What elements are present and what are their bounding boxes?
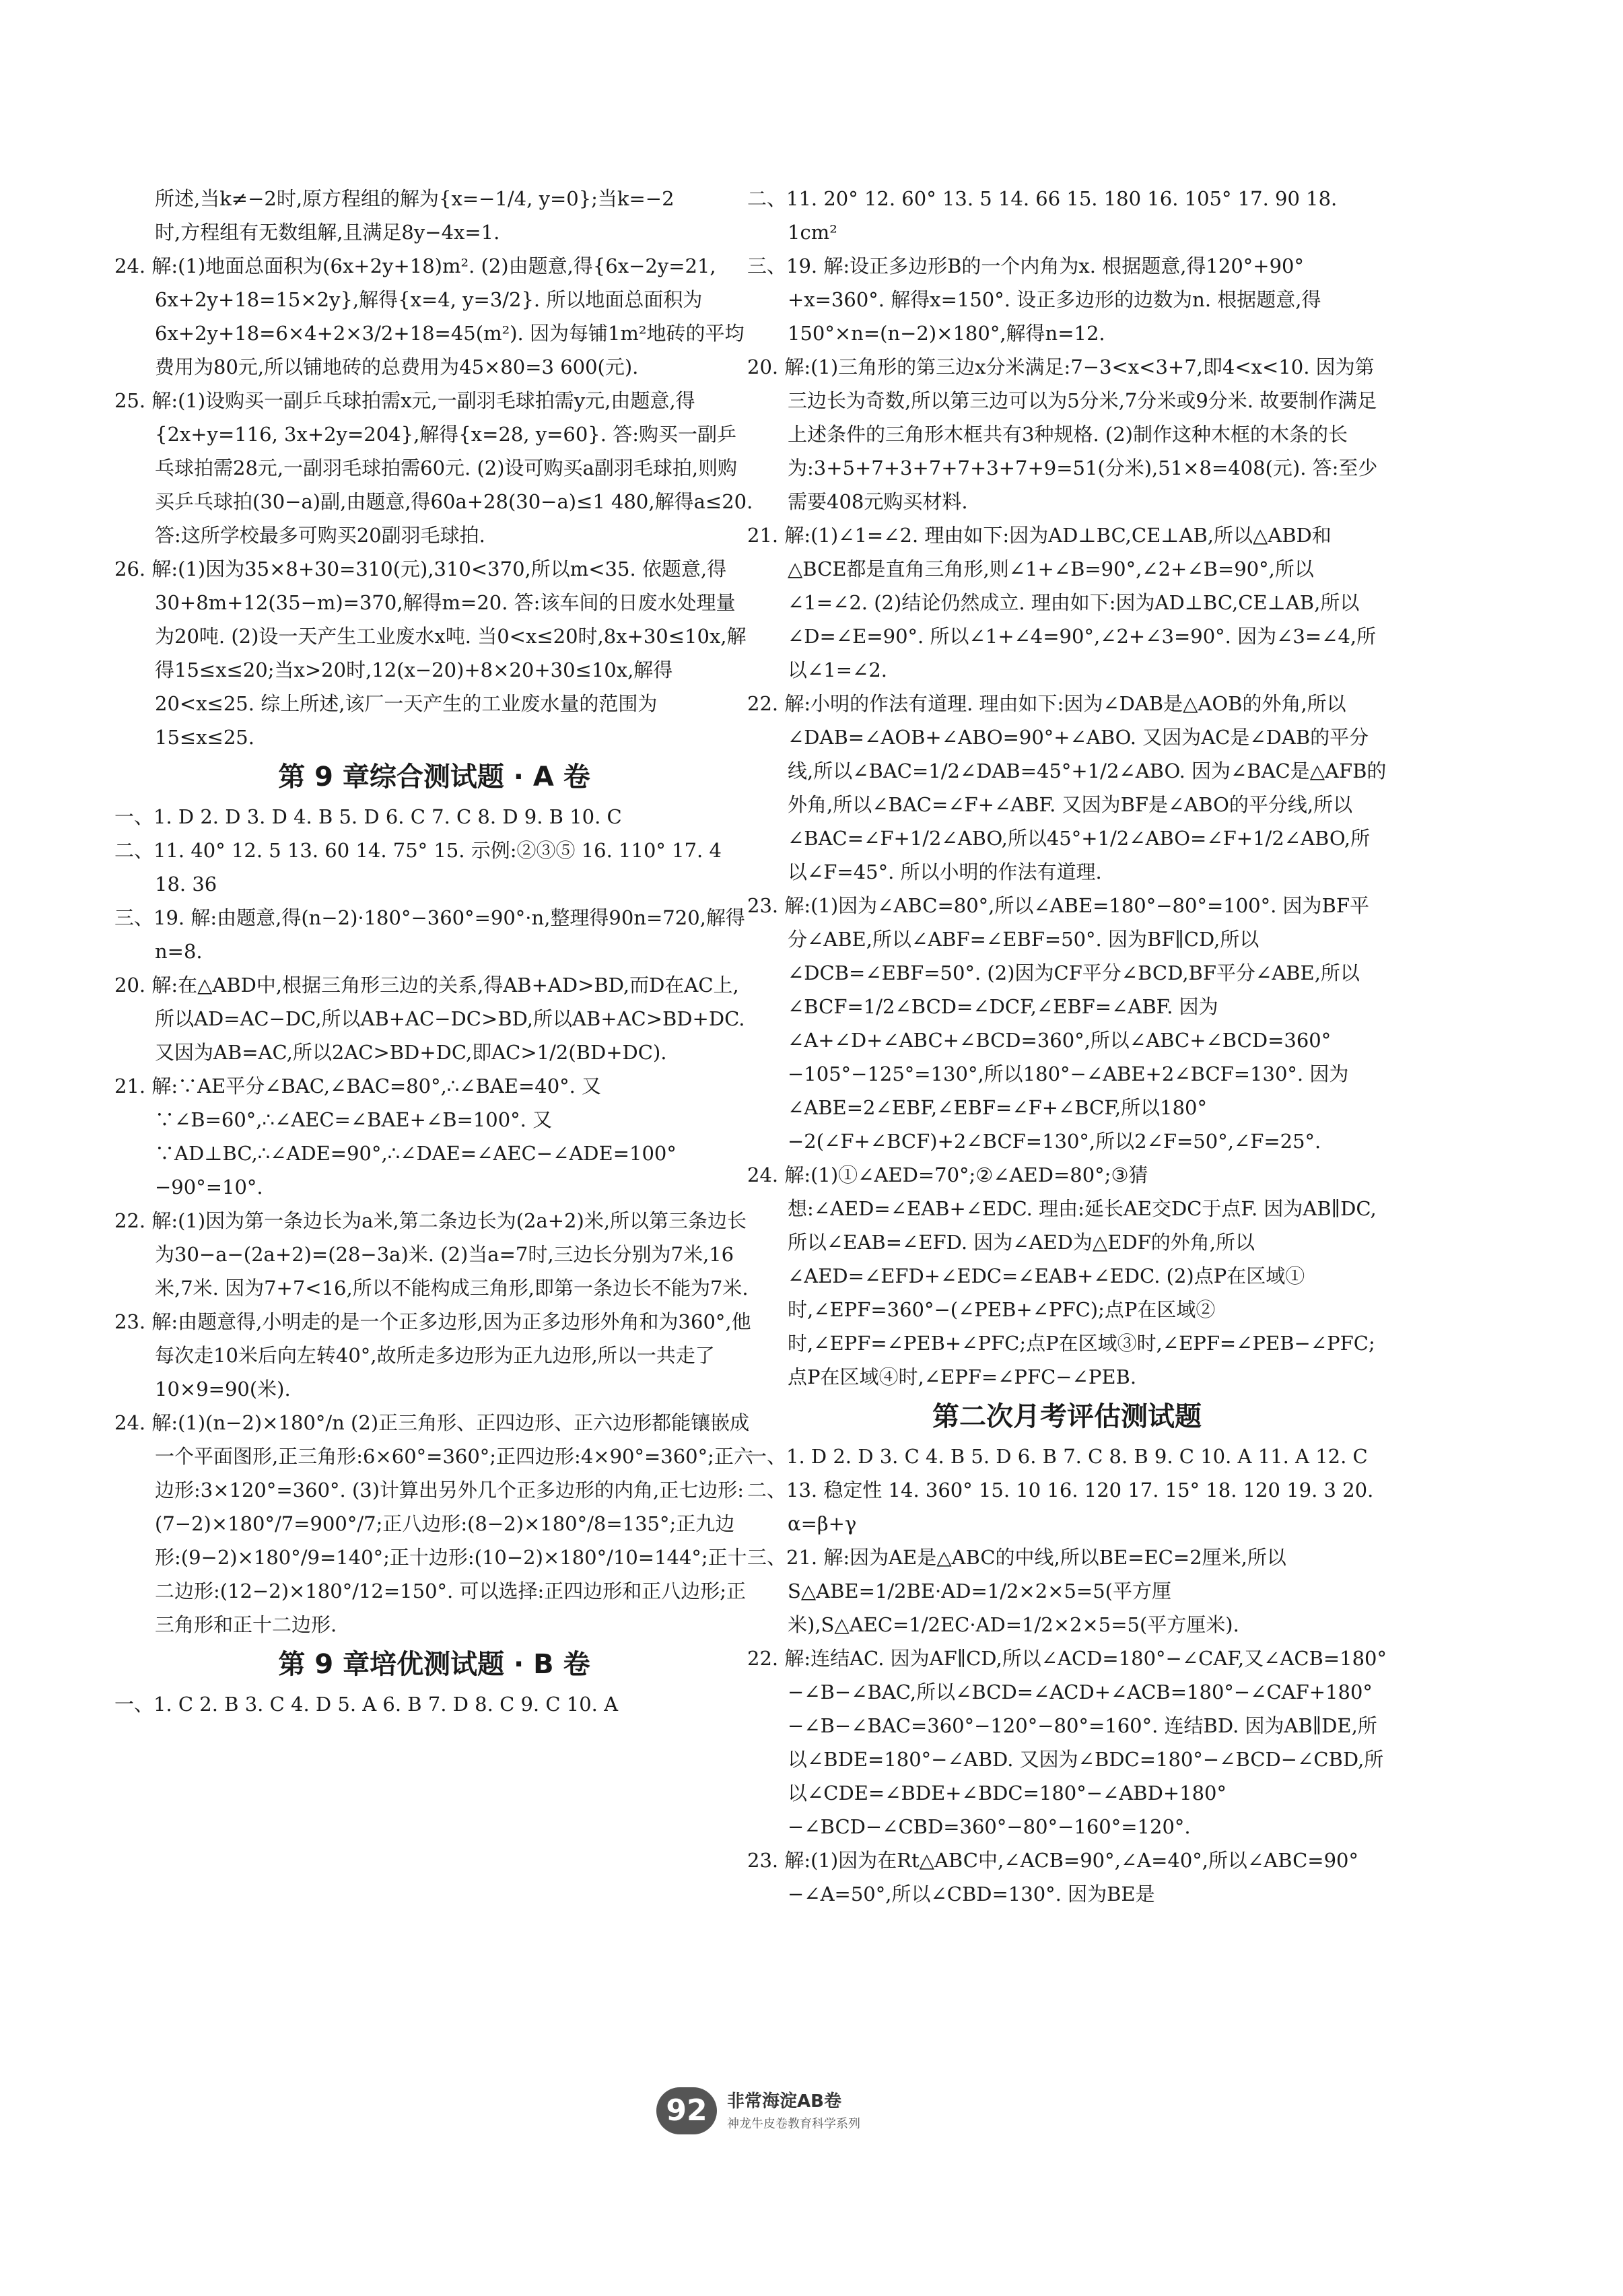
right-answer-paragraph: 三、21. 解:因为AE是△ABC的中线,所以BE=EC=2厘米,所以S△ABE=1/2BE·AD=1/2×2×5=5(平方厘米),S△AEC=1/2EC·AD=1/2×2×5=5(平方厘米). xyxy=(747,1546,1286,1636)
left-answer-paragraph: 所述,当k≠−2时,原方程组的解为{x=−1/4, y=0};当k=−2 xyxy=(155,187,675,210)
left-answer-paragraph: 24. 解:(1)(n−2)×180°/n (2)正三角形、正四边形、正六边形都能镶嵌成一个平面图形,正三角形:6×60°=360°;正四边形:4×90°=360°;正六边形:3×120°=360°. (3)计算出另外几个正多边形的内角,正七边形:(7−2)×180°/7=900°/7;正八边形:(8−2)×180°/8=135°;正九边形:(9−2)×180°/9=140°;正十边形:(10−2)×180°/10=144°;正十二边形:(12−2)×180°/12=150°. 可以选择:正四边形和正八边形;正三角形和正十二边形. xyxy=(114,1411,753,1636)
right-answer-paragraph: 24. 解:(1)①∠AED=70°;②∠AED=80°;③猜想:∠AED=∠EAB+∠EDC. 理由:延长AE交DC于点F. 因为AB∥DC,所以∠EAB=∠EFD. 因为∠AED为△EDF的外角,所以∠AED=∠EFD+∠EDC=∠EAB+∠EDC. (2)点P在区域①时,∠EPF=360°−(∠PEB+∠PFC);点P在区域②时,∠EPF=∠PEB+∠PFC;点P在区域③时,∠EPF=∠PEB−∠PFC;点P在区域④时,∠EPF=∠PFC−∠PEB. xyxy=(747,1163,1377,1388)
series-title: 非常海淀AB卷 xyxy=(727,2091,841,2112)
right-answer-paragraph: 21. 解:(1)∠1=∠2. 理由如下:因为AD⊥BC,CE⊥AB,所以△ABD和△BCE都是直角三角形,则∠1+∠B=90°,∠2+∠B=90°,所以∠1=∠2. (2)结论仍然成立. 理由如下:因为AD⊥BC,CE⊥AB,所以∠D=∠E=90°. 所以∠1+∠4=90°,∠2+∠3=90°. 因为∠3=∠4,所以∠1=∠2. xyxy=(747,524,1377,681)
left-answer-paragraph: 时,方程组有无数组解,且满足8y−4x=1. xyxy=(155,221,500,244)
left-answer-paragraph: 24. 解:(1)地面总面积为(6x+2y+18)m². (2)由题意,得{6x−2y=21, 6x+2y+18=15×2y},解得{x=4, y=3/2}. 所以地面总面积为6x+2y+18=6×4+2×3/2+18=45(m²). 因为每铺1m²地砖的平均费用为80元,所以铺地砖的总费用为45×80=3 600(元). xyxy=(114,255,745,378)
right-section-heading: 第二次月考评估测试题 xyxy=(932,1401,1202,1432)
right-answer-paragraph: 23. 解:(1)因为∠ABC=80°,所以∠ABE=180°−80°=100°. 因为BF平分∠ABE,所以∠ABF=∠EBF=50°. 因为BF∥CD,所以∠DCB=∠EBF=50°. (2)因为CF平分∠BCD,BF平分∠ABE,所以∠BCF=1/2∠BCD=∠DCF,∠EBF=∠ABF. 因为∠A+∠D+∠ABC+∠BCD=360°,所以∠ABC+∠BCD=360°−105°−125°=130°,所以180°−∠ABE+2∠BCF=130°. 因为∠ABE=2∠EBF,∠EBF=∠F+∠BCF,所以180°−2(∠F+∠BCF)+2∠BCF=130°,所以2∠F=50°,∠F=25°. xyxy=(747,894,1369,1153)
left-answer-paragraph: 一、1. D 2. D 3. D 4. B 5. D 6. C 7. C 8. D 9. B 10. C xyxy=(114,805,622,828)
left-answer-paragraph: 22. 解:(1)因为第一条边长为a米,第二条边长为(2a+2)米,所以第三条边长为30−a−(2a+2)=(28−3a)米. (2)当a=7时,三边长分别为7米,16米,7米. 因为7+7<16,所以不能构成三角形,即第一条边长不能为7米. xyxy=(114,1209,749,1299)
right-column xyxy=(747,182,1387,1911)
page-number: 92 xyxy=(656,2087,717,2134)
right-answer-paragraph: 二、11. 20° 12. 60° 13. 5 14. 66 15. 180 16. 105° 17. 90 18. 1cm² xyxy=(747,187,1338,244)
left-answer-paragraph: 25. 解:(1)设购买一副乒乓球拍需x元,一副羽毛球拍需y元,由题意,得{2x+y=116, 3x+2y=204},解得{x=28, y=60}. 答:购买一副乒乓球拍需28元,一副羽毛球拍需60元. (2)设可购买a副羽毛球拍,则购买乒乓球拍(30−a)副,由题意,得60a+28(30−a)≤1 480,解得a≤20. 答:这所学校最多可购买20副羽毛球拍. xyxy=(114,389,753,547)
left-section-heading: 第 9 章综合测试题 · A 卷 xyxy=(278,762,590,792)
left-answer-paragraph: 20. 解:在△ABD中,根据三角形三边的关系,得AB+AD>BD,而D在AC上,所以AD=AC−DC,所以AB+AC−DC>BD,所以AB+AC>BD+DC. 又因为AB=AC,所以2AC>BD+DC,即AC>1/2(BD+DC). xyxy=(114,974,745,1064)
right-answer-paragraph: 一、1. D 2. D 3. C 4. B 5. D 6. B 7. C 8. B 9. C 10. A 11. A 12. C xyxy=(747,1445,1368,1468)
right-answer-paragraph: 20. 解:(1)三角形的第三边x分米满足:7−3<x<3+7,即4<x<10. 因为第三边长为奇数,所以第三边可以为5分米,7分米或9分米. 故要制作满足上述条件的三角形木框共有3种规格. (2)制作这种木框的木条的长为:3+5+7+3+7+7+3+7+9=51(分米),51×8=408(元). 答:至少需要408元购买材料. xyxy=(747,356,1378,513)
right-answer-paragraph: 22. 解:连结AC. 因为AF∥CD,所以∠ACD=180°−∠CAF,又∠ACB=180°−∠B−∠BAC,所以∠BCD=∠ACD+∠ACB=180°−∠CAF+180°−∠B−∠BAC=360°−120°−80°=160°. 连结BD. 因为AB∥DE,所以∠BDE=180°−∠ABD. 又因为∠BDC=180°−∠BCD−∠CBD,所以∠CDE=∠BDE+∠BDC=180°−∠ABD+180°−∠BCD−∠CBD=360°−80°−160°=120°. xyxy=(747,1647,1387,1838)
left-answer-paragraph: 23. 解:由题意得,小明走的是一个正多边形,因为正多边形外角和为360°,他每次走10米后向左转40°,故所走多边形为正九边形,所以一共走了10×9=90(米). xyxy=(114,1310,751,1400)
left-answer-paragraph: 一、1. C 2. B 3. C 4. D 5. A 6. B 7. D 8. C 9. C 10. A xyxy=(114,1693,619,1716)
left-answer-paragraph: 21. 解:∵AE平分∠BAC,∠BAC=80°,∴∠BAE=40°. 又∵∠B=60°,∴∠AEC=∠BAE+∠B=100°. 又∵AD⊥BC,∴∠ADE=90°,∴∠DAE=∠AEC−∠ADE=100°−90°=10°. xyxy=(114,1075,677,1198)
left-column xyxy=(114,182,754,1721)
right-answer-paragraph: 23. 解:(1)因为在Rt△ABC中,∠ACB=90°,∠A=40°,所以∠ABC=90°−∠A=50°,所以∠CBD=130°. 因为BE是 xyxy=(747,1849,1358,1905)
left-answer-paragraph: 26. 解:(1)因为35×8+30=310(元),310<370,所以m<35. 依题意,得30+8m+12(35−m)=370,解得m=20. 答:该车间的日废水处理量为20吨. (2)设一天产生工业废水x吨. 当0<x≤20时,8x+30≤10x,解得15≤x≤20;当x>20时,12(x−20)+8×20+30≤10x,解得20<x≤25. 综上所述,该厂一天产生的工业废水量的范围为15≤x≤25. xyxy=(114,558,747,749)
series-subtitle: 神龙牛皮卷教育科学系列 xyxy=(727,2117,860,2131)
left-answer-paragraph: 二、11. 40° 12. 5 13. 60 14. 75° 15. 示例:②③⑤ 16. 110° 17. 4 18. 36 xyxy=(114,839,722,896)
left-answer-paragraph: 三、19. 解:由题意,得(n−2)·180°−360°=90°·n,整理得90n=720,解得n=8. xyxy=(114,906,745,963)
left-section-heading: 第 9 章培优测试题 · B 卷 xyxy=(278,1649,590,1680)
right-answer-paragraph: 二、13. 稳定性 14. 360° 15. 10 16. 120 17. 15° 18. 120 19. 3 20. α=β+γ xyxy=(747,1479,1374,1535)
right-answer-paragraph: 三、19. 解:设正多边形B的一个内角为x. 根据题意,得120°+90°+x=360°. 解得x=150°. 设正多边形的边数为n. 根据题意,得150°×n=(n−2)×180°,解得n=12. xyxy=(747,255,1321,345)
page-footer xyxy=(0,2081,1623,2161)
right-answer-paragraph: 22. 解:小明的作法有道理. 理由如下:因为∠DAB是△AOB的外角,所以∠DAB=∠AOB+∠ABO=90°+∠ABO. 又因为AC是∠DAB的平分线,所以∠BAC=1/2∠DAB=45°+1/2∠ABO. 因为∠BAC是△AFB的外角,所以∠BAC=∠F+∠ABF. 又因为BF是∠ABO的平分线,所以∠BAC=∠F+1/2∠ABO,所以45°+1/2∠ABO=∠F+1/2∠ABO,所以∠F=45°. 所以小明的作法有道理. xyxy=(747,692,1387,883)
